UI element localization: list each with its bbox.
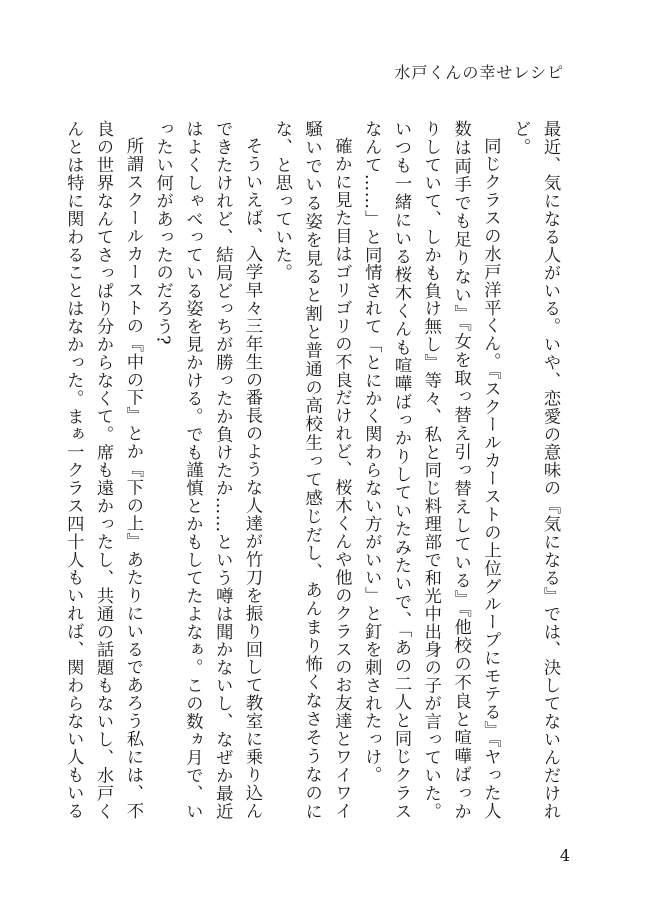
page-number: 4: [559, 846, 570, 865]
running-head-title: 水戸くんの幸せレシピ: [394, 63, 564, 82]
paragraph-2: 同じクラスの水戸洋平くん。『スクールカーストの上位グループにモテる』『ヤった人数は両手でも足りない』『女を取っ替え引っ替えしている』『他校の不良と喧嘩ばっかりしていて、しかも負け無し』等々、私と同じ料理部で和光中出身の子が言っていた。いつも一緒にいる桜木くんも喧嘩ばっかりしていたみたいで、「あの二人と同じクラスなんて……」と同情されて「とにかく関わらない方がいい」と釘を刺されたっけ。: [361, 120, 501, 820]
paragraph-5: 所謂スクールカーストの『中の下』とか『下の上』あたりにいるであろう私には、不良の世界なんてさっぱり分からなくて。席も遠かったし、共通の話題もないし、水戸くんとは特に関わることはなかった。まぁ一クラス四十人もいれば、関わらない人もいる: [63, 120, 143, 820]
paragraph-1: 最近、気になる人がいる。いや、恋愛の意味の『気になる』では、決してないんだけれど。: [510, 120, 560, 820]
paragraph-3: 確かに見た目はゴリゴリの不良だけれど、桜木くんや他のクラスのお友達とワイワイ騒いでいる姿を見ると割と普通の高校生って感じだし、あんまり怖くなさそうなのにな、と思っていた。: [271, 120, 352, 820]
body-text: [63, 120, 564, 820]
paragraph-4: そういえば、入学早々三年生の番長のような人達が竹刀を振り回して教室に乗り込んできたけれど、結局どっちが勝ったか負けたか……という噂は聞かないし、なぜか最近はよくしゃべっている姿を見かける。でも謹慎とかもしてたよなぁ。この数ヵ月で、いったい何があったのだろう?: [152, 120, 263, 820]
